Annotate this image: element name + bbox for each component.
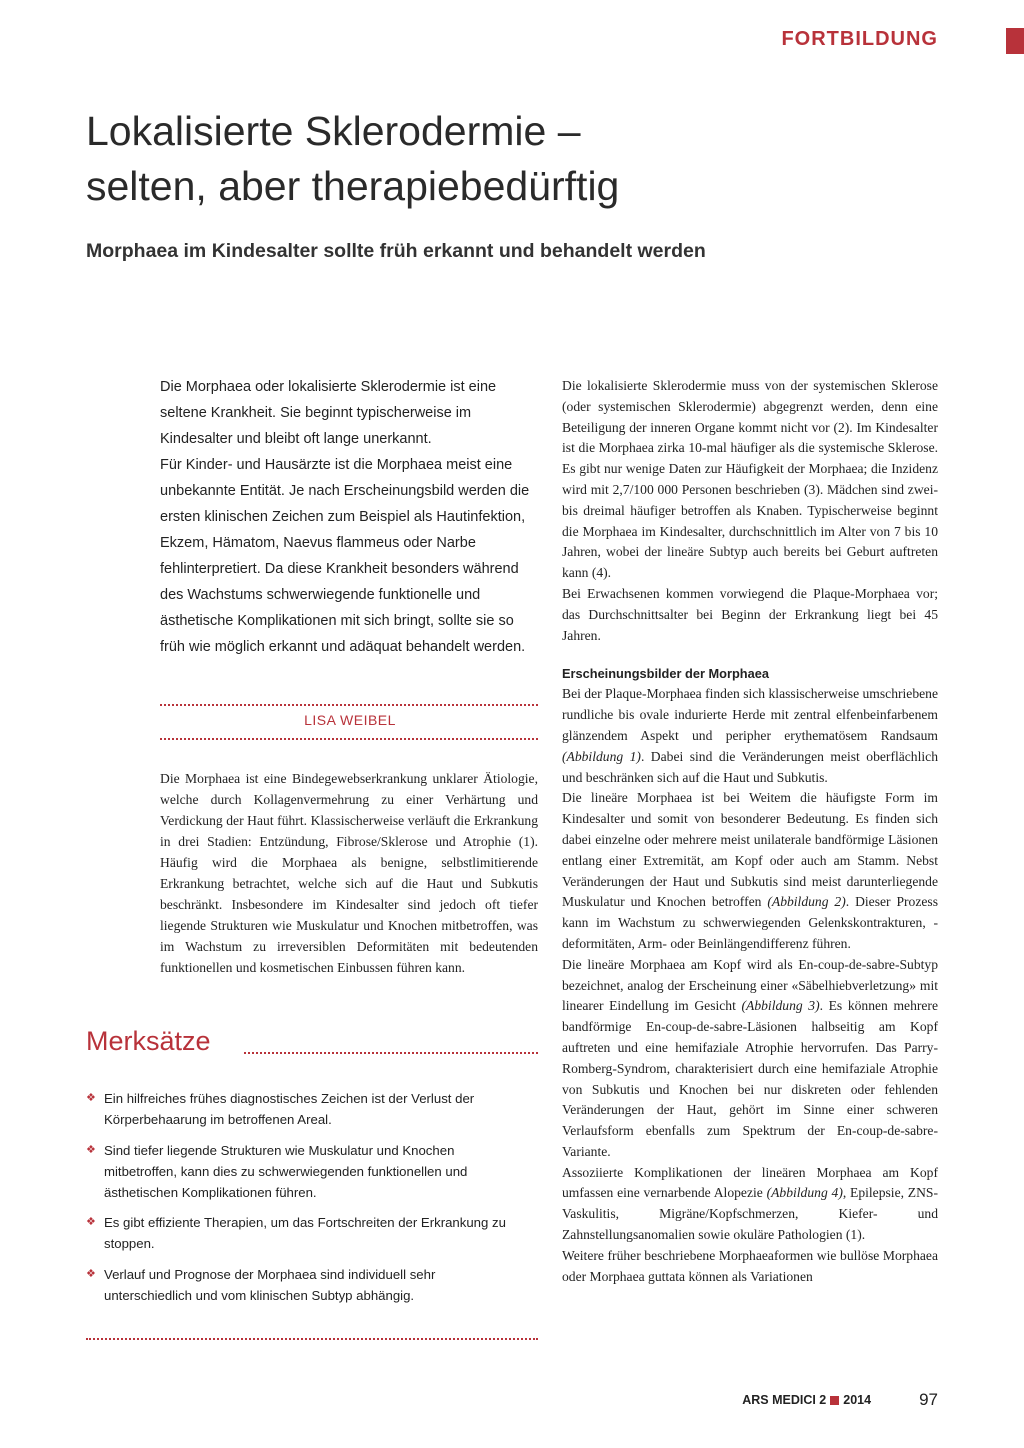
lead-text-2: Für Kinder- und Hausärzte ist die Morphaea meist eine unbekannte Entität. Je nach Erscheinungsbild werden die ersten klinischen Zeichen zum Beispiel als Hautinfektion, Ekzem, Hämatom, Naevus flammeus oder Narbe fehlinterpretiert. Da diese Krankheit besonders während des Wachstums schwerwiegende funktionelle und ästhetische Komplikationen mit sich bringt, sollte sie so früh wie möglich erkannt und adäquat behandelt werden.	[160, 457, 530, 655]
square-separator-icon	[830, 1396, 839, 1405]
divider-top	[160, 704, 538, 706]
body-paragraph: Weitere früher beschriebene Morphaeaformen wie bullöse Morphaea oder Morphaea guttata können als Variationen	[562, 1247, 938, 1284]
right-column	[562, 376, 938, 1287]
journal-name: ARS MEDICI 2	[742, 1393, 827, 1407]
lead-paragraph	[160, 374, 540, 660]
body-paragraph: Assoziierte Komplikationen der lineären Morphaea am Kopf umfassen eine vernarbende Alopezie (Abbildung 4), Epilepsie, ZNS-Vaskulitis, Migräne/Kopfschmerzen, Kiefer- und Zahnstellungsanomalien sowie okuläre Pathologien (1).	[562, 1164, 938, 1243]
title-line-2: selten, aber therapiebedürftig	[86, 163, 620, 209]
merksaetze-title-rule	[244, 1052, 538, 1054]
article-title	[86, 104, 906, 214]
merksaetze-list	[86, 1088, 526, 1315]
diamond-bullet-icon: ❖	[86, 1143, 96, 1156]
intro-paragraph: Die Morphaea ist eine Bindegewebserkrankung unklarer Ätiologie, welche durch Kollagenvermehrung zu einer Verhärtung und Verdickung der Haut führt. Klassischerweise verläuft die Erkrankung in drei Stadien: Entzündung, Fibrose/Sklerose und Atrophie (1). Häufig wird die Morphaea als benigne, selbstlimitierende Erkrankung betrachtet, welche sich auf die Haut und Subkutis beschränkt. Insbesondere im Kindesalter sind jedoch oft tiefer liegende Strukturen wie Muskulatur und Knochen mitbetroffen, was im Wachstum zu irreversiblen Deformitäten mit bedeutenden funktionellen und kosmetischen Einbussen führen kann.	[160, 771, 538, 975]
diamond-bullet-icon: ❖	[86, 1216, 96, 1228]
figure-reference: (Abbildung 3)	[741, 998, 820, 1014]
diamond-bullet-icon: ❖	[86, 1092, 96, 1104]
journal-year: 2014	[843, 1393, 872, 1407]
merksatz-text: Ein hilfreiches frühes diagnostisches Zeichen ist der Verlust der Körperbehaarung im betroffenen Areal.	[104, 1091, 475, 1127]
lead-text-1: Die Morphaea oder lokalisierte Sklerodermie ist eine seltene Krankheit. Sie beginnt typischerweise im Kindesalter und bleibt oft lange unerkannt.	[160, 379, 497, 447]
body-paragraph: Bei der Plaque-Morphaea finden sich klassischerweise umschriebene rundliche bis ovale indurierte Herde mit zentral elfenbeinfarbenem glänzendem Aspekt und peripher erythematösem Randsaum (Abbildung 1). Dabei sind die Veränderungen meist oberflächlich und beschränken sich auf die Haut und Subkutis.	[562, 686, 938, 785]
merksaetze-title: Merksätze	[86, 1026, 211, 1056]
diamond-bullet-icon: ❖	[86, 1267, 96, 1280]
merksatz-text: Verlauf und Prognose der Morphaea sind individuell sehr unterschiedlich und vom klinischen Subtyp abhängig.	[104, 1266, 436, 1303]
page-number: 97	[919, 1390, 938, 1409]
body-paragraph: Die lineäre Morphaea am Kopf wird als En-coup-de-sabre-Subtyp bezeichnet, analog der Erscheinung einer «Säbelhiebverletzung» mit linearer Eindellung im Gesicht (Abbildung 3). Es können mehrere bandförmige En-coup-de-sabre-Läsionen halbseitig am Kopf auftreten und eine hemifaziale Atrophie hervorrufen. Das Parry-Romberg-Syndrom, charakterisiert durch eine hemifaziale Atrophie von Subkutis und Knochen bei nur diskreten oder fehlenden Veränderungen der Haut, gehört im Sinne einer schweren Verlaufsform ebenfalls zum Spektrum der En-coup-de-sabre-Variante.	[562, 956, 938, 1159]
merksatz-text: Es gibt effiziente Therapien, um das Fortschreiten der Erkrankung zu stoppen.	[104, 1215, 506, 1251]
section-heading: Erscheinungsbilder der Morphaea	[562, 666, 769, 682]
body-paragraph: Bei Erwachsenen kommen vorwiegend die Plaque-Morphaea vor; das Durchschnittsalter bei Beginn der Erkrankung liegt bei 45 Jahren.	[562, 585, 938, 643]
divider-bottom	[160, 738, 538, 740]
merksatz-item	[86, 1212, 526, 1254]
page-footer	[742, 1390, 938, 1410]
merksatz-item	[86, 1264, 526, 1306]
merksaetze-bottom-rule	[86, 1338, 538, 1340]
merksatz-item	[86, 1140, 526, 1203]
body-paragraph: Die lineäre Morphaea ist bei Weitem die häufigste Form im Kindesalter und somit von besonderer Bedeutung. Es finden sich dabei einzelne oder mehrere meist unilaterale bandförmige Läsionen entlang einer Extremität, am Kopf oder auch am Stamm. Nebst Veränderungen der Haut und Subkutis sind meist darunterliegende Muskulatur und Knochen betroffen (Abbildung 2). Dieser Prozess kann im Wachstum zu schwerwiegenden Gelenkskontrakturen, -deformitäten, Arm- oder Beinlängendifferenz führen.	[562, 790, 938, 951]
section-marker	[1006, 28, 1024, 54]
figure-reference: (Abbildung 2)	[767, 894, 846, 910]
author-name: LISA WEIBEL	[304, 712, 396, 728]
figure-reference: (Abbildung 1)	[562, 748, 641, 764]
section-label: FORTBILDUNG	[781, 28, 938, 50]
merksatz-item	[86, 1088, 526, 1130]
title-line-1: Lokalisierte Sklerodermie –	[86, 108, 581, 154]
article-subtitle: Morphaea im Kindesalter sollte früh erkannt und behandelt werden	[86, 240, 706, 262]
figure-reference: (Abbildung 4)	[766, 1185, 843, 1201]
body-paragraph: Die lokalisierte Sklerodermie muss von der systemischen Sklerose (oder systemischen Sklerodermie) abgegrenzt werden, denn eine Beteiligung der inneren Organe kommt nicht vor (2). Im Kindesalter ist die Morphaea zirka 10-mal häufiger als die systemische Sklerose. Es gibt nur wenige Daten zur Häufigkeit der Morphaea; die Inzidenz wird mit 2,7/100 000 Personen beschrieben (3). Mädchen sind zwei- bis dreimal häufiger betroffen als Knaben. Typischerweise beginnt die Morphaea im Kindesalter, durchschnittlich im Alter von 7 bis 10 Jahren, wobei der lineäre Subtyp auch bereits bei Geburt auftreten kann (4).	[562, 378, 938, 581]
merksatz-text: Sind tiefer liegende Strukturen wie Muskulatur und Knochen mitbetroffen, kann dies zu schwerwiegenden funktionellen und ästhetischen Komplikationen führen.	[104, 1142, 468, 1200]
